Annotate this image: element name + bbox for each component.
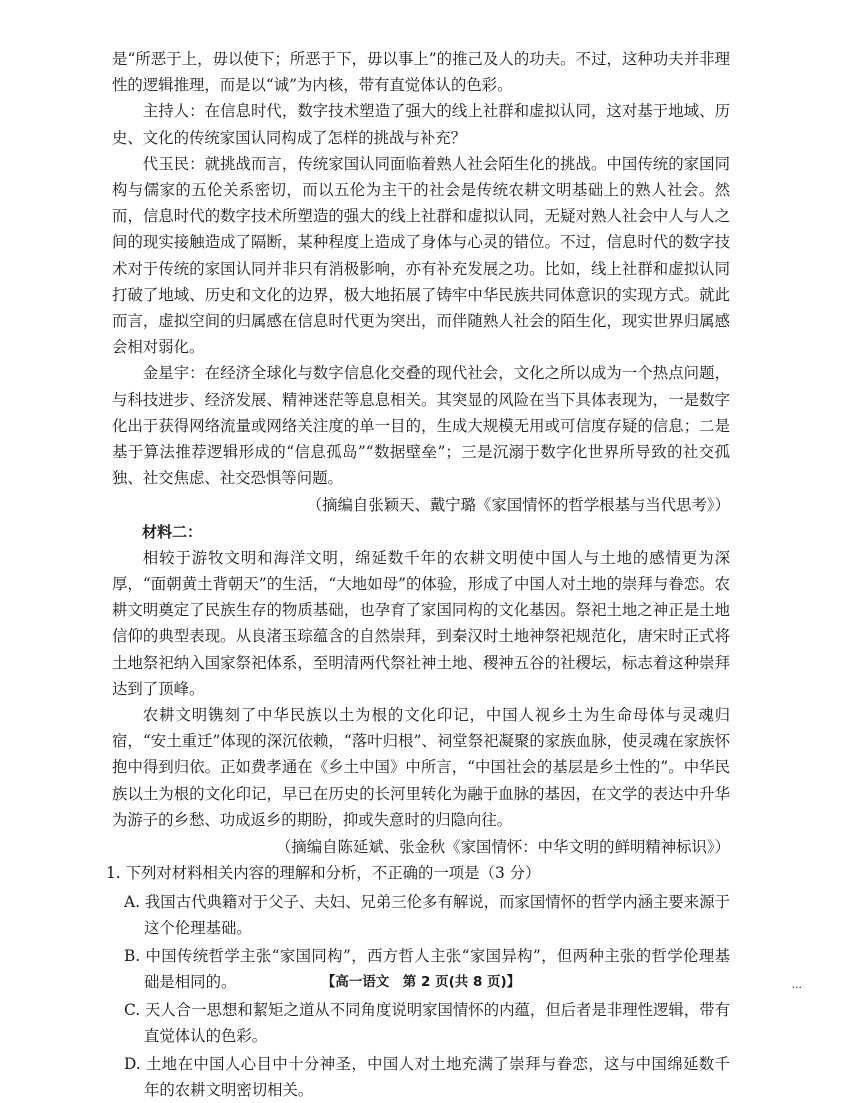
- paragraph: 代玉民：就挑战而言，传统家国认同面临着熟人社会陌生化的挑战。中国传统的家国同构与儒家的五伦关系密切，而以五伦为主干的社会是传统农耕文明基础上的熟人社会。然而，信息时代的数字技术所塑造的强大的线上社群和虚拟认同，无疑对熟人社会中人与人之间的现实接触造成了隔断，某种程度上造成了身体与心灵的错位。不过，信息时代的数字技术对于传统的家国认同并非只有消极影响，亦有补充发展之功。比如，线上社群和虚拟认同打破了地域、历史和文化的边界，极大地拓展了铸牢中华民族共同体意识的实现方式。就此而言，虚拟空间的归属感在信息时代更为突出，而伴随熟人社会的陌生化，现实世界归属感会相对弱化。: [112, 154, 730, 357]
- option-c: C. 天人合一思想和絜矩之道从不同角度说明家国情怀的内蕴，但后者是非理性逻辑，带有直觉体认的色彩。: [124, 1000, 730, 1045]
- option-b: B. 中国传统哲学主张“家国同构”，西方哲人主张“家国异构”，但两种主张的哲学伦理基础是相同的。: [124, 946, 730, 991]
- option-d: D. 土地在中国人心目中十分神圣，中国人对土地充满了崇拜与眷恋，这与中国绵延数千年的农耕文明密切相关。: [124, 1054, 730, 1099]
- material-heading: 材料二：: [142, 522, 203, 541]
- reading-passage: [106, 46, 730, 1103]
- paragraph: 主持人：在信息时代，数字技术塑造了强大的线上社群和虚拟认同，这对基于地域、历史、文化的传统家国认同构成了怎样的挑战与补充？: [112, 102, 730, 147]
- paragraph: 农耕文明镌刻了中华民族以土为根的文化印记，中国人视乡土为生命母体与灵魂归宿，“安土重迁”体现的深沉依赖，“落叶归根”、祠堂祭祀凝聚的家族血脉，使灵魂在家族怀抱中得到归依。正如费孝通在《乡土中国》中所言，“中国社会的基层是乡土性的”。中华民族以土为根的文化印记，早已在历史的长河里转化为融于血脉的基因，在文学的表达中升华为游子的乡愁、功成返乡的期盼，抑或失意时的归隐向往。: [112, 706, 730, 829]
- page-footer: 【高一语文 第 2 页(共 8 页)】: [321, 974, 521, 990]
- paragraph: 金星宇：在经济全球化与数字信息化交叠的现代社会，文化之所以成为一个热点问题，与科技进步、经济发展、精神迷茫等息息相关。其突显的风险在当下具体表现为，一是数字化出于获得网络流量或网络关注度的单一目的，生成大规模无用或可信度存疑的信息；二是基于算法推荐逻辑形成的“信息孤岛”“数据壁垒”；三是沉溺于数字化世界所导致的社交孤独、社交焦虑、社交恐惧等问题。: [112, 364, 730, 488]
- option-a: A. 我国古代典籍对于父子、夫妇、兄弟三伦多有解说，而家国情怀的哲学内涵主要来源于这个伦理基础。: [124, 892, 730, 937]
- footer-dots: ...: [791, 978, 802, 991]
- paragraph: 是“所恶于上，毋以使下；所恶于下，毋以事上”的推己及人的功夫。不过，这种功夫并非理性的逻辑推理，而是以“诚”为内核，带有直觉体认的色彩。: [112, 50, 730, 95]
- paragraph: 相较于游牧文明和海洋文明，绵延数千年的农耕文明使中国人与土地的感情更为深厚，“面朝黄土背朝天”的生活，“大地如母”的体验，形成了中国人对土地的崇拜与眷恋。农耕文明奠定了民族生存的物质基础，也孕育了家国同构的文化基因。祭祀土地之神正是土地信仰的典型表现。从良渚玉琮蕴含的自然崇拜，到秦汉时土地神祭祀规范化，唐宋时正式将土地祭祀纳入国家祭祀体系，至明清两代祭社神土地、稷神五谷的社稷坛，标志着这种崇拜达到了顶峰。: [112, 548, 730, 698]
- source-citation: （摘编自陈延斌、张金秋《家国情怀：中华文明的鲜明精神标识》）: [275, 838, 730, 857]
- source-citation: （摘编自张颖天、戴宁璐《家国情怀的哲学根基与当代思考》）: [306, 496, 730, 515]
- question-stem: 1. 下列对材料相关内容的理解和分析，不正确的一项是（3 分）: [106, 864, 541, 883]
